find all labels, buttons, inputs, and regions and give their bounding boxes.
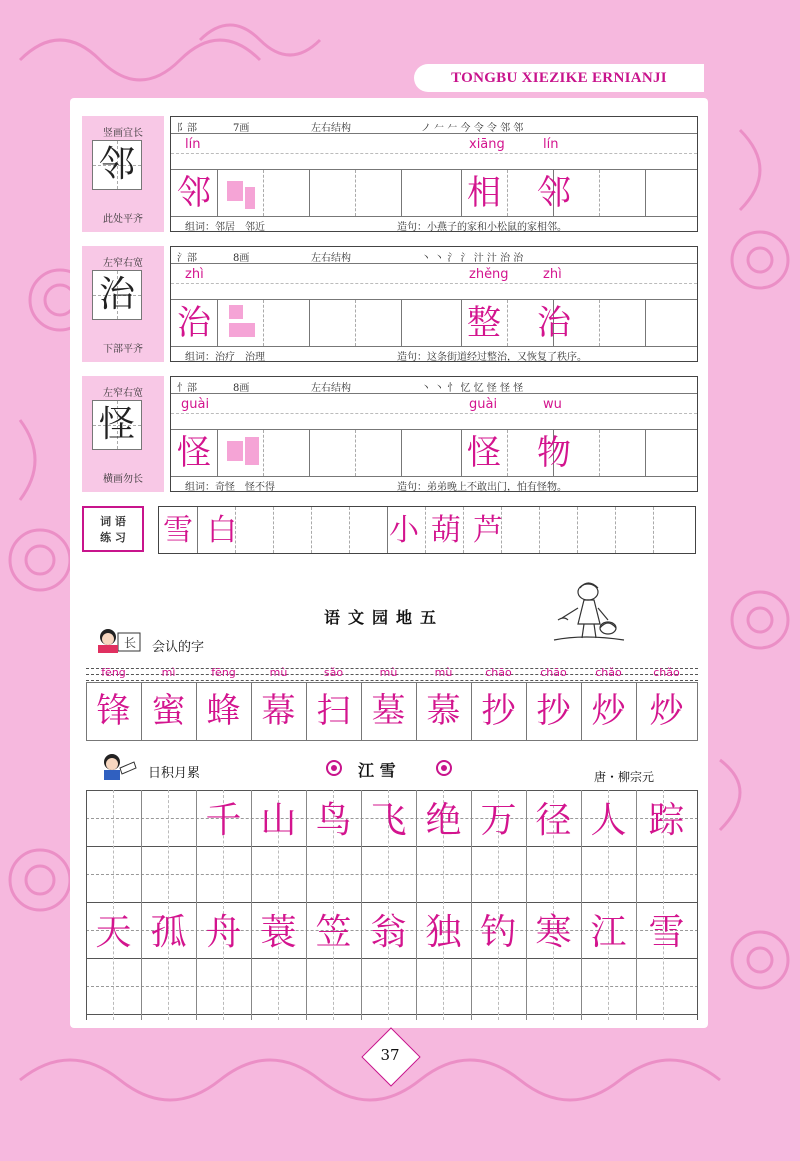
recognize-char: 墓 (371, 691, 406, 731)
label-line-1: 词 语 (100, 515, 126, 528)
recognize-pinyin: mù (379, 666, 398, 679)
poem-char: 天 (95, 912, 132, 953)
accumulate-label: 日积月累 (148, 766, 201, 781)
stroke-count: 8画 (233, 253, 250, 264)
bullet-icon (436, 760, 452, 776)
recognize-pinyin: mù (269, 666, 288, 679)
word-pinyin-2: zhì (543, 267, 562, 282)
word-practice-row (82, 506, 698, 556)
word-practice-grid (158, 506, 696, 554)
model-grid (92, 270, 142, 320)
char-entry-guai (82, 376, 698, 492)
series-header: TONGBU XIEZIKE ERNIANJI (414, 64, 704, 92)
page-number: 37 (380, 1046, 400, 1064)
poem-char: 山 (260, 800, 297, 841)
recognize-char: 锋 (96, 691, 131, 731)
recognize-char: 炒 (591, 691, 626, 731)
pinyin: lín (185, 137, 201, 152)
word-pinyin-2: wu (543, 397, 562, 412)
recognize-char: 抄 (536, 691, 571, 731)
word-list: 组词：奇怪 怪不得 (185, 482, 275, 493)
recognize-char: 蜂 (206, 691, 241, 731)
word-pinyin-1: xiāng (469, 137, 505, 152)
sentence: 造句：这条街道经过整治，又恢复了秩序。 (397, 352, 587, 363)
tip-top: 左窄右宽 (103, 388, 143, 399)
recognize-char: 幕 (261, 691, 296, 731)
recognize-pinyin: chǎo (653, 666, 680, 679)
svg-text:长: 长 (124, 636, 137, 650)
words-line (171, 476, 697, 492)
char-entry-lin (82, 116, 698, 232)
word-practice-label (82, 506, 144, 552)
recognize-pinyin: mì (161, 666, 176, 679)
recognize-pinyin: chāo (485, 666, 512, 679)
recognize-label: 会认的字 (152, 640, 205, 655)
recognize-pinyin: fēng (211, 666, 236, 679)
recognize-char: 抄 (481, 691, 516, 731)
poem-char: 绝 (425, 800, 462, 841)
label-line-2: 练 习 (100, 531, 126, 544)
trace-char: 治 (177, 303, 211, 343)
poem-char: 踪 (648, 800, 685, 841)
char-entry-zhi (82, 246, 698, 362)
poem-char: 翁 (370, 912, 407, 953)
poem-char: 舟 (205, 912, 242, 953)
trace-char: 怪 (177, 433, 211, 473)
word-char-1: 整 (467, 303, 501, 343)
trace-char: 邻 (177, 173, 211, 213)
words-line (171, 346, 697, 362)
radical-highlight (229, 305, 243, 319)
stroke-count: 7画 (233, 123, 250, 134)
sentence: 造句：弟弟晚上不敢出门，怕有怪物。 (397, 482, 567, 493)
recognize-char: 炒 (649, 691, 684, 731)
poem-char: 鸟 (315, 800, 352, 841)
model-grid (92, 400, 142, 450)
radical-highlight (227, 441, 243, 461)
char-meta (171, 247, 699, 263)
poem-author: 唐・柳宗元 (594, 770, 655, 784)
poem-char: 径 (535, 800, 572, 841)
stroke-order: ノ 𠂉 𠂉 今 令 令 邻 邻 (421, 123, 524, 134)
recognize-char: 蜜 (151, 691, 186, 731)
poem-char: 孤 (150, 912, 187, 953)
poem-char: 钓 (480, 912, 517, 953)
recognize-pinyin: fēng (101, 666, 126, 679)
sentence: 造句：小燕子的家和小松鼠的家相邻。 (397, 222, 567, 233)
tip-top: 竖画宜长 (103, 128, 143, 139)
recognize-pinyin: chāo (540, 666, 567, 679)
model-char-box (82, 246, 164, 362)
poem-char: 雪 (648, 912, 685, 953)
tip-bottom: 横画勿长 (103, 474, 143, 485)
word-pinyin-2: lín (543, 137, 559, 152)
section-title: 语文园地五 (324, 608, 445, 627)
word-char: 葫 (431, 513, 461, 548)
model-char: 怪 (98, 404, 135, 445)
word-list: 组词：治疗 治理 (185, 352, 265, 363)
word-list: 组词：邻居 邻近 (185, 222, 265, 233)
poem-char: 江 (590, 912, 627, 953)
structure: 左右结构 (311, 383, 351, 394)
recognize-pinyin: sǎo (323, 666, 344, 679)
poem-char: 飞 (370, 800, 407, 841)
model-char-box (82, 116, 164, 232)
tip-top: 左窄右宽 (103, 258, 143, 269)
poem-char: 蓑 (260, 912, 297, 953)
poem-title: 江 雪 (358, 761, 396, 780)
word-pinyin-1: zhěng (469, 267, 509, 282)
pinyin: guài (181, 397, 210, 412)
poem-char: 寒 (535, 912, 572, 953)
girl-illustration (548, 580, 628, 646)
tip-bottom: 此处平齐 (103, 214, 143, 225)
boy-reading-icon (98, 752, 138, 782)
model-char: 邻 (98, 144, 135, 185)
poem-char: 人 (590, 800, 627, 841)
radical-highlight (227, 181, 243, 201)
tip-bottom: 下部平齐 (103, 344, 143, 355)
radical: 氵部 (177, 253, 197, 264)
poem-grid (86, 790, 698, 1020)
recognize-chars-row (86, 664, 698, 744)
bullet-icon (326, 760, 342, 776)
word-char: 雪 (163, 513, 193, 548)
model-char: 治 (98, 274, 135, 315)
kids-reading-icon (88, 625, 144, 655)
radical: 阝部 (177, 123, 197, 134)
char-meta (171, 117, 699, 133)
word-char-2: 物 (537, 433, 571, 473)
word-pinyin-1: guài (469, 397, 498, 412)
word-char-2: 邻 (537, 173, 571, 213)
poem-char: 独 (425, 912, 462, 953)
model-char-box (82, 376, 164, 492)
structure: 左右结构 (311, 123, 351, 134)
char-meta (171, 377, 699, 393)
word-char: 小 (389, 513, 419, 548)
word-char-2: 治 (537, 303, 571, 343)
poem-char: 笠 (315, 912, 352, 953)
radical: 忄部 (177, 383, 197, 394)
practice-box (170, 376, 698, 492)
pinyin: zhì (185, 267, 204, 282)
practice-box (170, 116, 698, 232)
stroke-order: 丶 丶 氵 氵 汁 汁 治 治 (421, 253, 524, 264)
stroke-count: 8画 (233, 383, 250, 394)
recognize-pinyin: mù (434, 666, 453, 679)
poem-char: 千 (205, 800, 242, 841)
practice-box (170, 246, 698, 362)
structure: 左右结构 (311, 253, 351, 264)
word-char: 白 (207, 513, 237, 548)
poem-char: 万 (480, 800, 517, 841)
model-grid (92, 140, 142, 190)
stroke-order: 丶 丶 忄 忆 忆 怪 怪 怪 (421, 383, 524, 394)
word-char-1: 怪 (467, 433, 501, 473)
recognize-pinyin: chǎo (595, 666, 622, 679)
recognize-char: 扫 (316, 691, 351, 731)
word-char: 芦 (473, 513, 503, 548)
words-line (171, 216, 697, 232)
recognize-char: 慕 (426, 691, 461, 731)
word-char-1: 相 (467, 173, 501, 213)
